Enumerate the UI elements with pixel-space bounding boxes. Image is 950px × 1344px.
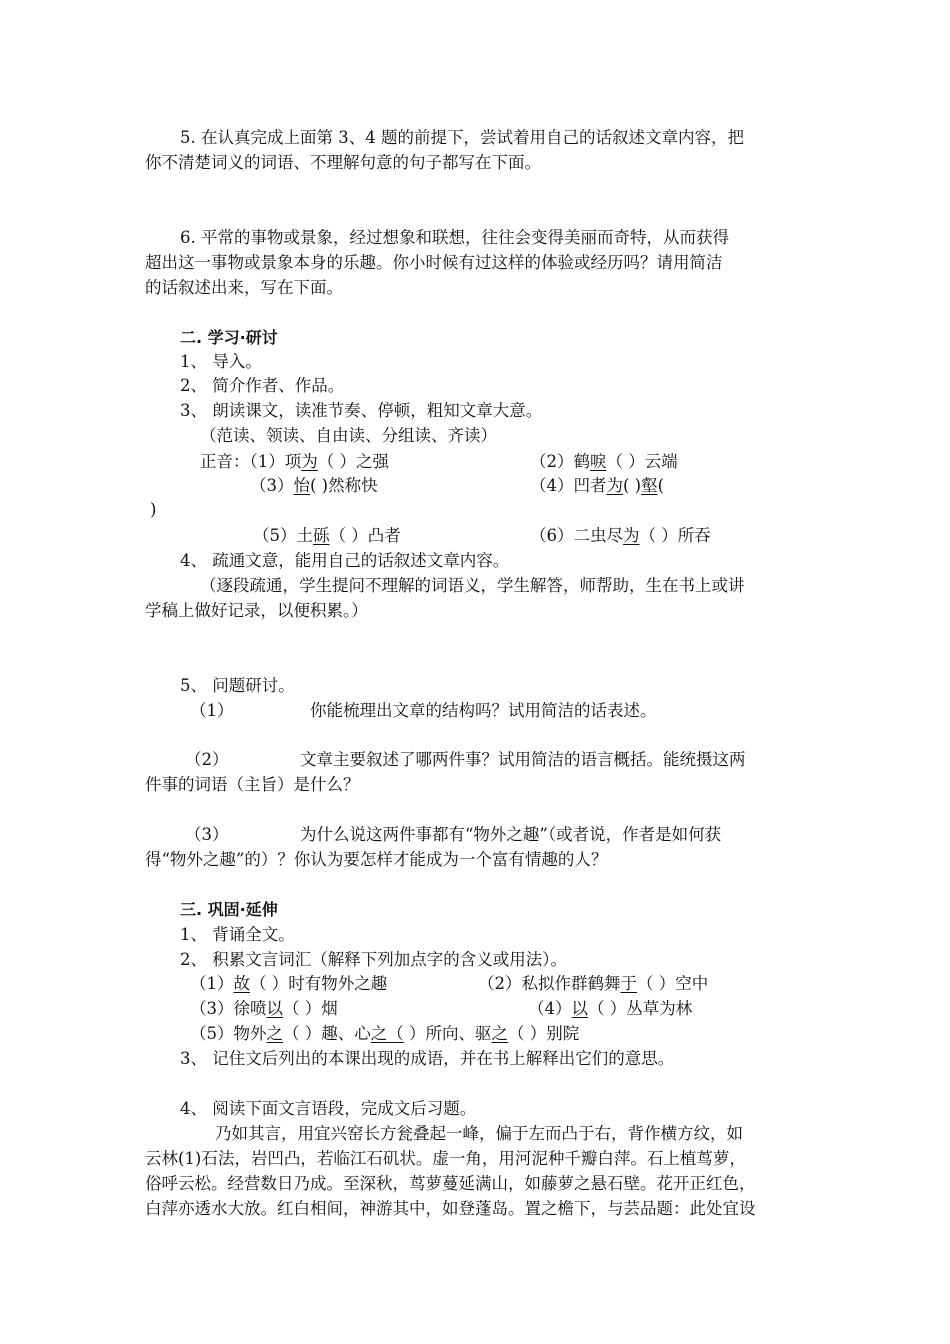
vocab-2 xyxy=(478,972,708,996)
dotted-char: 为 xyxy=(606,476,623,495)
dotted-char: 于 xyxy=(620,974,637,993)
zhengyin-item6 xyxy=(530,524,711,548)
q5-line2: 你不清楚词义的词语、不理解句意的句子都写在下面。 xyxy=(145,153,541,172)
dotted-char: 之（ xyxy=(370,1024,404,1043)
s3-item4: 4、 阅读下面文言语段，完成文后习题。 xyxy=(180,1099,477,1118)
blank: ）所向、驱 xyxy=(403,1024,492,1043)
dotted-char: 故 xyxy=(233,974,250,993)
dotted-char: 以 xyxy=(571,999,588,1018)
blank: （ ）烟 xyxy=(283,999,338,1018)
vocab-4 xyxy=(528,997,692,1021)
dotted-char: 之 xyxy=(266,1024,283,1043)
item-text: （1） xyxy=(190,974,234,993)
s3-item1: 1、 背诵全文。 xyxy=(180,925,295,944)
q6-line3: 的话叙述出来，写在下面。 xyxy=(145,278,343,297)
dotted-char: 为 xyxy=(301,452,318,471)
dotted-char: 怡 xyxy=(293,476,310,495)
passage-line4: 白萍亦透水大放。红白相间，神游其中，如登蓬岛。置之檐下，与芸品题：此处宜设 xyxy=(145,1199,756,1218)
item-text: （4） xyxy=(528,999,572,1018)
item-text: （3）徐喷 xyxy=(190,999,267,1018)
item-text: （5）土 xyxy=(253,526,313,545)
passage-line2: 云林(1)石法，岩凹凸，若临江石矶状。虚一角，用河泥种千瓣白萍。石上植茑萝， xyxy=(145,1149,746,1168)
item-text: （2）鹤 xyxy=(530,452,590,471)
dotted-char: 之 xyxy=(491,1024,508,1043)
s2-item3: 3、 朗读课文，读准节奏、停顿，粗知文章大意。 xyxy=(180,401,543,420)
vocab-1 xyxy=(190,972,387,996)
item-text: （6）二虫尽 xyxy=(530,526,623,545)
problem3-line2: 得“物外之趣”的）？你认为要怎样才能成为一个富有情趣的人？ xyxy=(145,850,608,869)
zhengyin-close-paren: ) xyxy=(150,500,157,519)
zhengyin-label: 正音：（1）项 xyxy=(200,452,302,471)
blank: （ ）所吞 xyxy=(639,526,711,545)
zhengyin-row1 xyxy=(200,450,389,474)
s2-item4-note1: （逐段疏通，学生提问不理解的词语义，学生解答，师帮助，生在书上或讲 xyxy=(200,576,745,595)
s2-item4: 4、 疏通文意，能用自己的话叙述文章内容。 xyxy=(180,551,510,570)
dotted-char: 壑 xyxy=(641,476,658,495)
s2-item1: 1、 导入。 xyxy=(180,352,262,371)
blank: （ ）趣、心 xyxy=(283,1024,371,1043)
vocab-5 xyxy=(190,1022,579,1046)
dotted-char: 以 xyxy=(266,999,283,1018)
dotted-char: 为 xyxy=(623,526,640,545)
problem2-num: （2） xyxy=(185,750,229,769)
item-text: （3） xyxy=(250,476,294,495)
blank: （ ）时有物外之趣 xyxy=(250,974,388,993)
problem1-text: 你能梳理出文章的结构吗？试用简洁的话表述。 xyxy=(310,701,657,720)
item-text: （4）凹者 xyxy=(530,476,607,495)
zhengyin-item3 xyxy=(250,474,378,498)
blank: （ ）凸者 xyxy=(329,526,401,545)
blank: ( ) xyxy=(623,476,642,495)
s2-item4-note2: 学稿上做好记录，以便积累。） xyxy=(145,601,368,620)
blank: （ ）空中 xyxy=(637,974,709,993)
vocab-3 xyxy=(190,997,338,1021)
item-text: （5）物外 xyxy=(190,1024,267,1043)
blank: （ ）之强 xyxy=(317,452,389,471)
q5-line1: 5. 在认真完成上面第 3、4 题的前提下，尝试着用自己的话叙述文章内容，把 xyxy=(180,128,744,147)
section3-title: 三. 巩固·延伸 xyxy=(180,900,278,919)
s2-item3-note: （范读、领读、自由读、分组读、齐读） xyxy=(200,426,497,445)
s2-item2: 2、 简介作者、作品。 xyxy=(180,376,345,395)
q6-line2: 超出这一事物或景象本身的乐趣。你小时候有过这样的体验或经历吗？请用简洁 xyxy=(145,253,723,272)
problem1-num: （1） xyxy=(190,701,234,720)
zhengyin-item2 xyxy=(530,450,678,474)
item-text: （2）私拟作群鹤舞 xyxy=(478,974,621,993)
blank: （ ）别院 xyxy=(508,1024,580,1043)
blank: （ ）丛草为林 xyxy=(588,999,693,1018)
dotted-char: 砾 xyxy=(313,526,330,545)
problem2-line2: 件事的词语（主旨）是什么？ xyxy=(145,775,360,794)
zhengyin-item4 xyxy=(530,474,664,498)
section2-title: 二. 学习·研讨 xyxy=(180,328,278,347)
problem3-num: （3） xyxy=(185,825,229,844)
zhengyin-item5 xyxy=(253,524,401,548)
blank: （ ）云端 xyxy=(606,452,678,471)
blank: ( xyxy=(657,476,665,495)
s3-item2: 2、 积累文言词汇（解释下列加点字的含义或用法）。 xyxy=(180,950,567,969)
dotted-char: 唳 xyxy=(590,452,607,471)
q6-line1: 6. 平常的事物或景象，经过想象和联想，往往会变得美丽而奇特，从而获得 xyxy=(180,228,729,247)
passage-line1: 乃如其言，用宜兴窑长方瓮叠起一峰，偏于左而凸于右，背作横方纹，如 xyxy=(215,1124,743,1143)
problem3-text: 为什么说这两件事都有“物外之趣”（或者说，作者是如何获 xyxy=(300,825,722,844)
blank: ( )然称快 xyxy=(310,476,378,495)
s2-item5: 5、 问题研讨。 xyxy=(180,676,295,695)
s3-item3: 3、 记住文后列出的本课出现的成语，并在书上解释出它们的意思。 xyxy=(180,1049,675,1068)
problem2-text: 文章主要叙述了哪两件事？试用简洁的语言概括。能统摄这两 xyxy=(300,750,746,769)
passage-line3: 俗呼云松。经营数日乃成。至深秋，茑萝蔓延满山，如藤萝之悬石壁。花开正红色， xyxy=(145,1174,756,1193)
